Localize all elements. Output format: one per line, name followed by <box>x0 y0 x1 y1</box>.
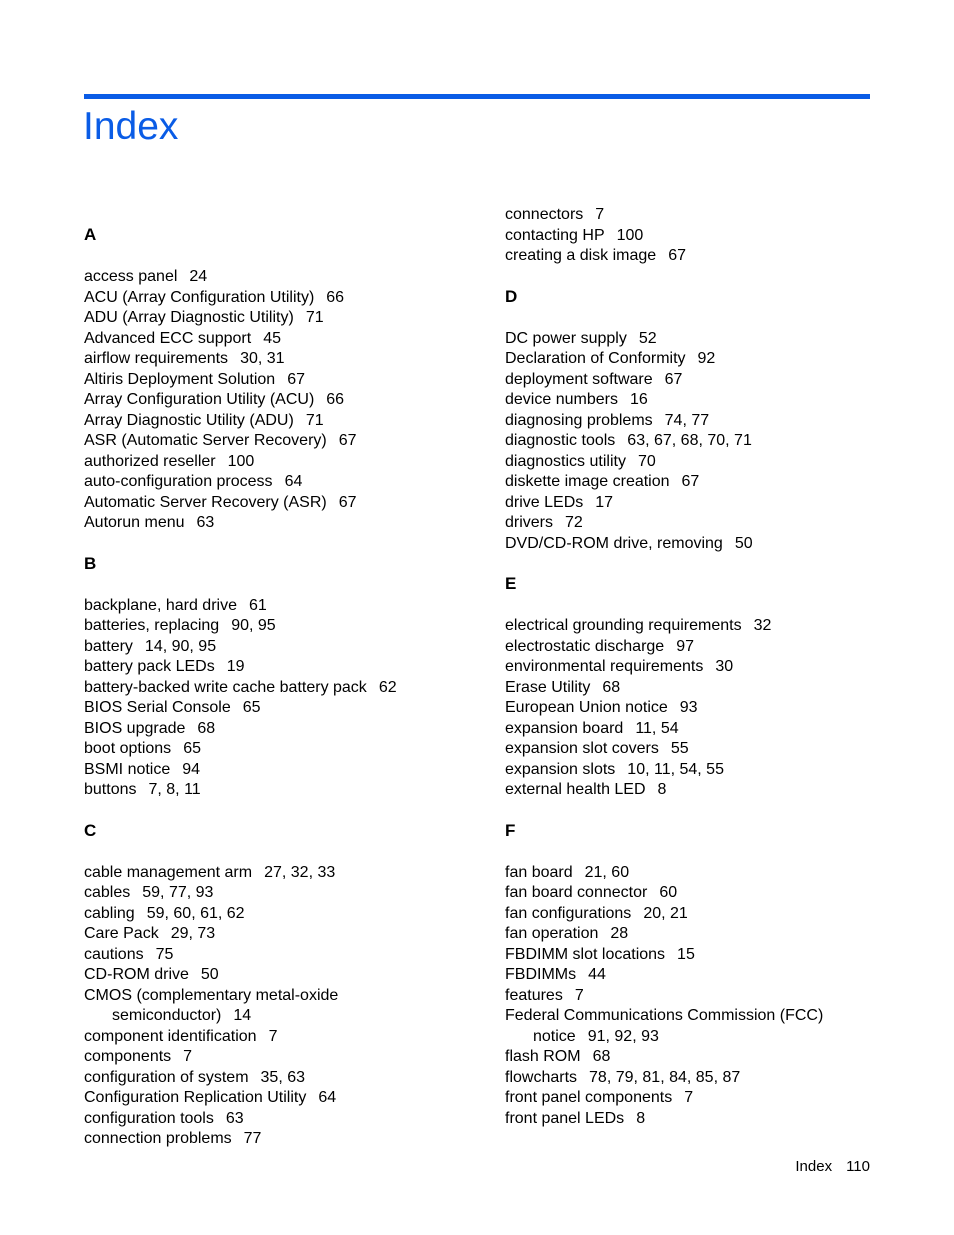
index-entry <box>505 472 905 493</box>
index-term: auto-configuration process <box>84 473 273 490</box>
index-pages: 44 <box>588 966 606 983</box>
index-entry <box>505 986 905 1007</box>
index-pages: 30, 31 <box>240 350 285 367</box>
index-entry <box>505 1047 905 1068</box>
index-entry <box>84 472 484 493</box>
index-pages: 17 <box>595 493 614 511</box>
index-entry <box>505 1006 905 1047</box>
index-entry <box>505 226 905 247</box>
index-entry <box>505 739 905 760</box>
index-pages: 7, 8, 11 <box>148 781 201 798</box>
index-term: fan board <box>505 863 573 881</box>
index-pages: 7 <box>684 1089 694 1106</box>
index-entry <box>505 431 905 452</box>
section-letter: E <box>505 574 517 593</box>
index-entry <box>505 205 905 226</box>
index-pages: 74, 77 <box>664 411 710 429</box>
index-pages: 35, 63 <box>260 1068 306 1086</box>
index-entry <box>84 986 484 1027</box>
index-term: FBDIMM slot locations <box>505 945 666 963</box>
index-entry <box>84 924 484 945</box>
index-entry <box>84 760 484 781</box>
index-pages: 7 <box>268 1027 278 1045</box>
index-term: backplane, hard drive <box>84 596 237 614</box>
index-term: BIOS Serial Console <box>84 699 231 716</box>
index-term: European Union notice <box>505 699 668 716</box>
index-term: connectors <box>505 206 584 223</box>
section-gap <box>505 554 905 574</box>
index-pages: 62 <box>378 678 397 696</box>
index-term: Altiris Deployment Solution <box>84 370 276 388</box>
index-pages: 68 <box>592 1048 611 1065</box>
index-entry <box>84 452 484 473</box>
index-pages: 67 <box>664 370 683 388</box>
index-term: environmental requirements <box>505 658 704 675</box>
index-term: configuration tools <box>84 1109 214 1127</box>
index-entry <box>505 904 905 925</box>
index-entry <box>505 965 905 986</box>
index-pages: 50 <box>200 966 219 983</box>
section-gap <box>505 801 905 821</box>
index-term: front panel components <box>505 1089 673 1106</box>
index-term-continuation-text: semiconductor) <box>112 1007 222 1024</box>
index-term: ADU (Array Diagnostic Utility) <box>84 309 294 326</box>
index-term: flowcharts <box>505 1068 578 1086</box>
index-term: FBDIMMs <box>505 966 577 983</box>
index-pages: 32 <box>753 617 772 634</box>
index-term: deployment software <box>505 370 653 388</box>
index-term: device numbers <box>505 391 618 408</box>
index-entry <box>84 1047 484 1068</box>
index-entry <box>505 1109 905 1130</box>
index-term: configuration of system <box>84 1068 249 1086</box>
index-entry <box>505 1088 905 1109</box>
index-term: airflow requirements <box>84 350 229 367</box>
index-pages: 90, 95 <box>231 617 276 634</box>
index-pages: 8 <box>657 781 667 798</box>
index-entry <box>505 513 905 534</box>
section-gap <box>505 267 905 287</box>
index-pages: 67 <box>681 473 700 490</box>
index-entry <box>505 678 905 699</box>
index-pages: 67 <box>338 432 357 449</box>
section-letter: F <box>505 820 516 840</box>
index-pages: 27, 32, 33 <box>264 863 336 881</box>
index-pages: 91, 92, 93 <box>587 1027 659 1045</box>
index-entry <box>84 596 484 617</box>
index-entry <box>505 616 905 637</box>
index-entry <box>505 883 905 904</box>
index-entry <box>505 390 905 411</box>
index-term: buttons <box>84 781 137 798</box>
index-pages: 20, 21 <box>643 904 688 922</box>
index-entry <box>84 965 484 986</box>
index-pages: 60 <box>659 884 678 901</box>
index-pages: 10, 11, 54, 55 <box>627 760 724 778</box>
index-entry <box>505 863 905 884</box>
index-pages: 66 <box>326 391 345 408</box>
index-column-right <box>505 205 905 1129</box>
index-entry <box>84 1129 484 1150</box>
index-term: authorized reseller <box>84 452 216 470</box>
index-entry <box>84 945 484 966</box>
index-pages: 70 <box>637 452 656 470</box>
index-pages: 16 <box>629 391 648 408</box>
index-pages: 100 <box>616 226 644 244</box>
index-term: fan board connector <box>505 884 648 901</box>
index-pages: 63 <box>225 1109 244 1127</box>
index-term-continuation-text: notice <box>533 1027 576 1045</box>
index-entry <box>84 780 484 801</box>
index-entry <box>505 329 905 350</box>
section-letter: B <box>84 553 97 573</box>
index-term: electrostatic discharge <box>505 637 665 655</box>
index-term: drive LEDs <box>505 493 584 511</box>
index-entry <box>84 616 484 637</box>
index-term-continuation <box>505 1027 905 1048</box>
index-pages: 45 <box>263 329 281 347</box>
index-term: Automatic Server Recovery (ASR) <box>84 493 327 511</box>
index-pages: 14 <box>233 1007 252 1024</box>
index-entry <box>505 534 905 555</box>
index-pages: 67 <box>668 247 686 264</box>
index-pages: 65 <box>183 740 201 757</box>
index-term: diagnosing problems <box>505 411 653 429</box>
index-entry <box>84 637 484 658</box>
index-entry <box>84 719 484 740</box>
index-term: expansion slot covers <box>505 740 659 757</box>
index-pages: 92 <box>697 350 716 367</box>
index-entry <box>505 924 905 945</box>
index-term: cautions <box>84 945 144 963</box>
index-column-left <box>84 225 484 1150</box>
page-title: Index <box>83 105 179 148</box>
index-term: component identification <box>84 1027 257 1045</box>
index-entry <box>84 411 484 432</box>
index-term: cable management arm <box>84 863 253 881</box>
index-entry <box>84 267 484 288</box>
index-entry <box>84 513 484 534</box>
index-pages: 97 <box>676 637 694 655</box>
index-pages: 11, 54 <box>635 719 679 737</box>
index-term: Array Diagnostic Utility (ADU) <box>84 411 294 429</box>
index-term: expansion board <box>505 719 624 737</box>
index-term: battery pack LEDs <box>84 658 215 675</box>
index-pages: 24 <box>189 268 208 285</box>
index-pages: 30 <box>715 658 734 675</box>
section-letter: D <box>505 286 518 306</box>
index-entry <box>84 739 484 760</box>
index-term: CMOS (complementary metal-oxide <box>84 986 339 1004</box>
index-entry <box>84 698 484 719</box>
index-pages: 19 <box>226 658 245 675</box>
index-term: diagnostics utility <box>505 452 626 470</box>
index-entry <box>505 637 905 658</box>
index-pages: 72 <box>565 514 583 531</box>
index-pages: 50 <box>734 534 753 552</box>
index-entry <box>505 780 905 801</box>
index-pages: 68 <box>197 719 216 737</box>
index-term: Declaration of Conformity <box>505 350 686 367</box>
index-term: BSMI notice <box>84 760 171 778</box>
index-entry <box>84 493 484 514</box>
index-pages: 78, 79, 81, 84, 85, 87 <box>589 1068 741 1086</box>
index-entry <box>84 904 484 925</box>
index-pages: 8 <box>636 1109 646 1127</box>
index-entry <box>84 370 484 391</box>
index-term: access panel <box>84 268 178 285</box>
index-entry <box>505 493 905 514</box>
index-term: expansion slots <box>505 760 616 778</box>
footer-label: Index <box>795 1158 833 1175</box>
index-pages: 61 <box>248 596 267 614</box>
index-pages: 63 <box>196 514 215 531</box>
index-term: ASR (Automatic Server Recovery) <box>84 432 327 449</box>
index-term: diagnostic tools <box>505 432 616 449</box>
index-term: external health LED <box>505 781 646 798</box>
index-term: cabling <box>84 904 135 922</box>
index-pages: 59, 77, 93 <box>142 884 214 901</box>
index-pages: 59, 60, 61, 62 <box>146 904 245 922</box>
index-term: ACU (Array Configuration Utility) <box>84 288 315 306</box>
index-entry <box>84 288 484 309</box>
index-term: drivers <box>505 514 554 531</box>
index-term: fan operation <box>505 925 599 942</box>
index-entry <box>505 411 905 432</box>
index-pages: 75 <box>155 945 174 963</box>
index-term: components <box>84 1048 172 1065</box>
index-term: fan configurations <box>505 904 632 922</box>
index-term: Configuration Replication Utility <box>84 1089 307 1106</box>
index-term: features <box>505 986 563 1004</box>
index-term: DC power supply <box>505 329 627 347</box>
index-term: battery <box>84 637 133 655</box>
index-entry <box>84 1109 484 1130</box>
index-term: creating a disk image <box>505 247 657 264</box>
index-entry <box>84 390 484 411</box>
index-entry <box>505 246 905 267</box>
section-gap <box>84 534 484 554</box>
index-pages: 71 <box>305 411 324 429</box>
page-number: 110 <box>846 1158 870 1175</box>
index-entry <box>505 719 905 740</box>
index-pages: 68 <box>602 678 621 696</box>
index-term: batteries, replacing <box>84 617 220 634</box>
index-term: Advanced ECC support <box>84 329 252 347</box>
index-entry <box>505 1068 905 1089</box>
index-entry <box>84 329 484 350</box>
index-entry <box>84 1068 484 1089</box>
index-term: cables <box>84 884 131 901</box>
index-entry <box>84 863 484 884</box>
index-term: battery-backed write cache battery pack <box>84 678 367 696</box>
index-pages: 7 <box>574 986 584 1004</box>
index-entry <box>84 678 484 699</box>
index-entry <box>84 1027 484 1048</box>
index-entry <box>84 883 484 904</box>
index-entry <box>505 370 905 391</box>
index-pages: 15 <box>677 945 695 963</box>
index-term: flash ROM <box>505 1048 581 1065</box>
section-letter: C <box>84 820 97 840</box>
index-entry <box>505 760 905 781</box>
index-pages: 7 <box>595 206 605 223</box>
index-pages: 93 <box>679 699 698 716</box>
index-pages: 28 <box>610 925 629 942</box>
index-pages: 14, 90, 95 <box>144 637 217 655</box>
index-entry <box>84 349 484 370</box>
index-term-continuation <box>84 1006 484 1027</box>
page-footer <box>795 1158 870 1175</box>
index-term: Erase Utility <box>505 678 591 696</box>
index-pages: 63, 67, 68, 70, 71 <box>627 432 752 449</box>
index-pages: 55 <box>670 740 689 757</box>
index-pages: 67 <box>338 493 357 511</box>
index-term: boot options <box>84 740 172 757</box>
index-pages: 71 <box>305 309 324 326</box>
index-pages: 21, 60 <box>584 863 630 881</box>
index-term: contacting HP <box>505 226 605 244</box>
index-entry <box>84 657 484 678</box>
index-pages: 7 <box>183 1048 193 1065</box>
index-term: DVD/CD-ROM drive, removing <box>505 534 723 552</box>
index-term: Array Configuration Utility (ACU) <box>84 391 315 408</box>
index-pages: 29, 73 <box>170 925 216 942</box>
index-term: BIOS upgrade <box>84 719 186 737</box>
index-pages: 64 <box>284 473 303 490</box>
section-gap <box>84 801 484 821</box>
index-pages: 94 <box>182 760 201 778</box>
index-entry <box>84 1088 484 1109</box>
index-pages: 77 <box>243 1130 262 1147</box>
index-entry <box>505 657 905 678</box>
section-letter: A <box>84 225 97 244</box>
index-entry <box>505 945 905 966</box>
index-pages: 67 <box>287 370 305 388</box>
index-pages: 65 <box>242 699 261 716</box>
index-pages: 100 <box>227 452 255 470</box>
index-term: connection problems <box>84 1130 232 1147</box>
index-term: diskette image creation <box>505 473 670 490</box>
title-rule <box>84 94 870 99</box>
index-entry <box>505 452 905 473</box>
index-entry <box>505 349 905 370</box>
index-term: electrical grounding requirements <box>505 617 742 634</box>
index-term: CD-ROM drive <box>84 966 189 983</box>
index-pages: 66 <box>326 288 345 306</box>
index-entry <box>84 431 484 452</box>
index-pages: 52 <box>638 329 657 347</box>
index-entry <box>505 698 905 719</box>
index-term: front panel LEDs <box>505 1109 625 1127</box>
index-term: Autorun menu <box>84 514 185 531</box>
index-term: Federal Communications Commission (FCC) <box>505 1007 824 1024</box>
index-pages: 64 <box>318 1089 337 1106</box>
index-entry <box>84 308 484 329</box>
index-term: Care Pack <box>84 925 159 942</box>
